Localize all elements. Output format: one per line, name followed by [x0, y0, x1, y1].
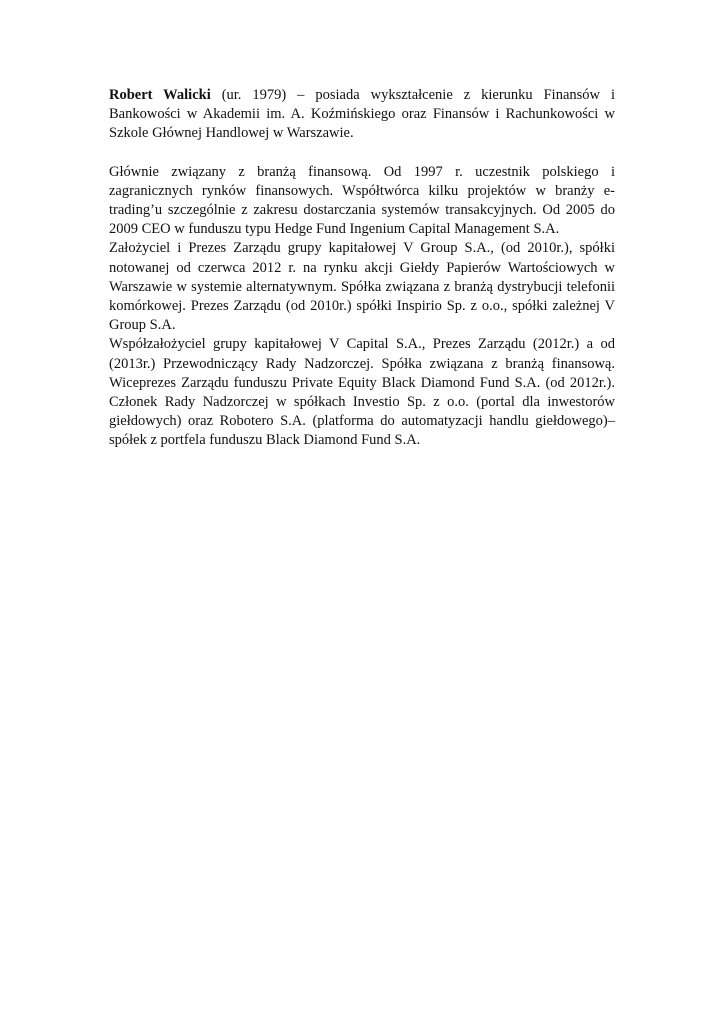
- career-paragraph-3: Współzałożyciel grupy kapitałowej V Capital S.A., Prezes Zarządu (2012r.) a od (2013r.) Przewodniczący Rady Nadzorczej. Spółka związana z branżą finansową. Wiceprezes Zarządu funduszu Private Equity Black Diamond Fund S.A. (od 2012r.). Członek Rady Nadzorczej w spółkach Investio Sp. z o.o. (portal dla inwestorów giełdowych) oraz Robotero S.A. (platforma do automatyzacji handlu giełdowego)– spółek z portfela funduszu Black Diamond Fund S.A.: [109, 336, 615, 449]
- career-paragraph-1: Głównie związany z branżą finansową. Od 1997 r. uczestnik polskiego i zagranicznych rynków finansowych. Współtwórca kilku projektów w branży e-trading’u szczególnie z zakresu dostarczania systemów transakcyjnych. Od 2005 do 2009 CEO w funduszu typu Hedge Fund Ingenium Capital Management S.A.: [109, 163, 615, 238]
- paragraph-gap: [109, 144, 615, 163]
- person-name: Robert Walicki: [109, 87, 211, 103]
- intro-paragraph: [109, 86, 615, 144]
- intro-text: (ur. 1979) – posiada wykształcenie z kierunku Finansów i Bankowości w Akademii im. A. Koźmińskiego oraz Finansów i Rachunkowości w Szkole Głównej Handlowej w Warszawie.: [109, 87, 616, 142]
- career-paragraph-2: Założyciel i Prezes Zarządu grupy kapitałowej V Group S.A., (od 2010r.), spółki notowanej od czerwca 2012 r. na rynku akcji Giełdy Papierów Wartościowych w Warszawie w systemie alternatywnym. Spółka związana z branżą dystrybucji telefonii komórkowej. Prezes Zarządu (od 2010r.) spółki Inspirio Sp. z o.o., spółki zależnej V Group S.A.: [109, 240, 615, 334]
- document-page: [109, 86, 615, 451]
